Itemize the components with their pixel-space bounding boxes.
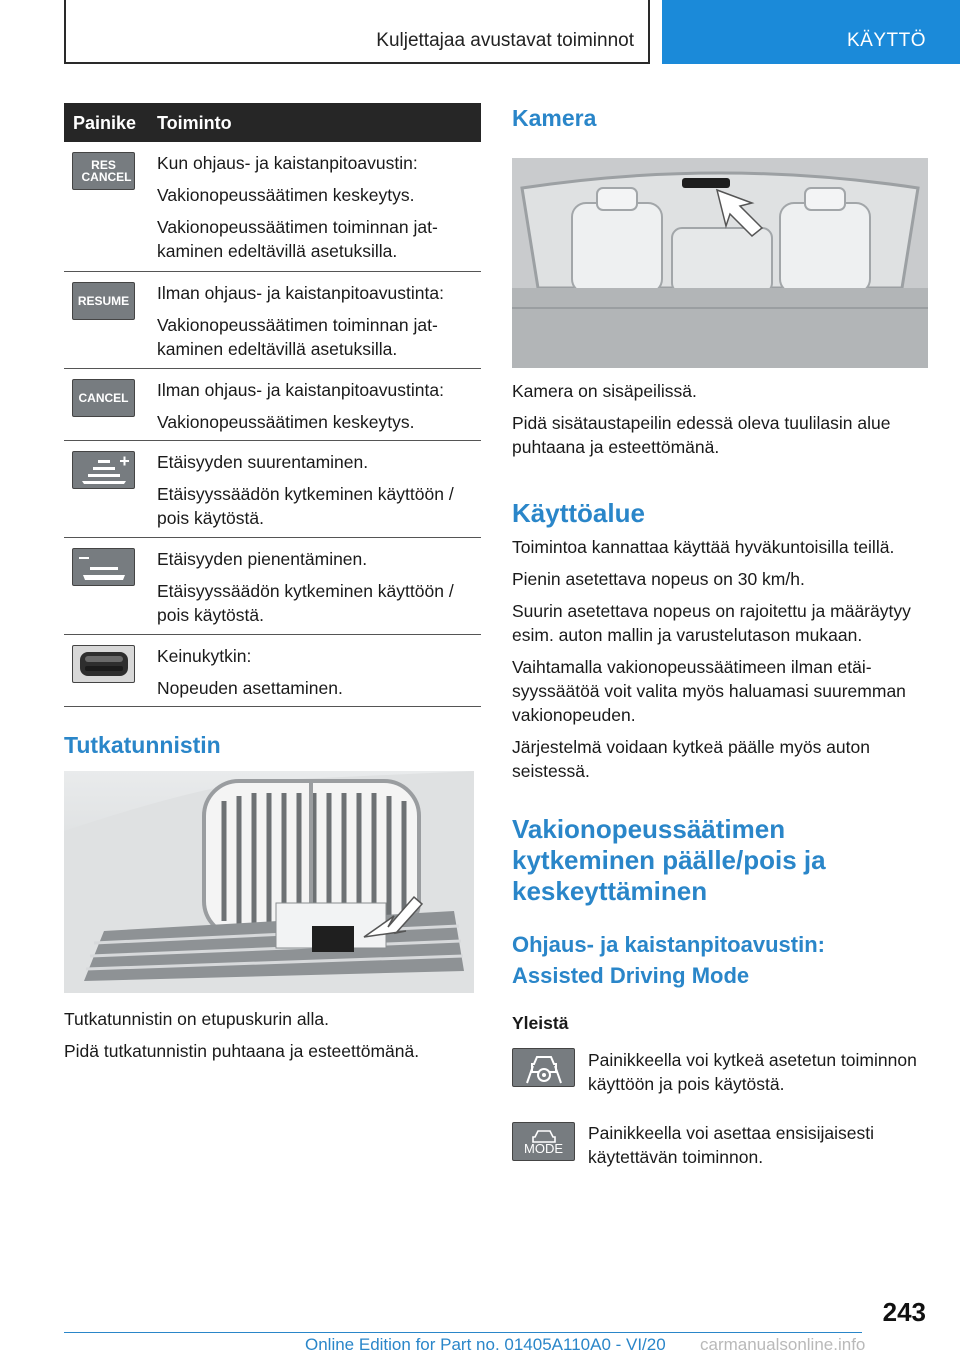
radar-paragraph-1: Tutkatunnistin on etupuskurin alla. <box>64 1009 329 1029</box>
radar-sensor-image <box>64 771 474 993</box>
usage-paragraph-4: Vaihtamalla vakionopeussäätimeen ilman etäisyyssäätöä voit valita myös haluamasi suuremman vakionopeuden. <box>512 657 906 725</box>
distance-decrease-icon <box>72 548 135 586</box>
mode-item-text: Painikkeella voi asettaa ensisijaisesti käytettävän toiminnon. <box>588 1123 874 1167</box>
camera-text <box>512 379 932 467</box>
chapter-title: Kuljettajaa avustavat toiminnot <box>376 30 634 51</box>
assisted-driving-item-text: Painikkeella voi kytkeä asetetun toiminnon käyttöön ja pois käytöstä. <box>588 1050 917 1094</box>
radar-text <box>64 1007 481 1071</box>
table-header <box>64 103 481 142</box>
footer-divider <box>64 1332 862 1333</box>
camera-interior-image <box>512 158 928 368</box>
button-function-table <box>64 103 481 707</box>
general-subheading: Yleistä <box>512 1013 569 1033</box>
switching-heading: Vakionopeussäätimen kytkeminen päälle/pois ja keskeyttäminen <box>512 814 826 906</box>
camera-heading: Kamera <box>512 105 597 131</box>
table-cell-text: Etäisyyssäädön kytkeminen käyttöön / pois käytöstä. <box>157 581 454 625</box>
distance-increase-icon <box>72 451 135 489</box>
mode-icon-label: MODE <box>524 1140 563 1156</box>
usage-heading: Käyttöalue <box>512 498 645 528</box>
res-cancel-icon-label: RES CANCEL <box>81 158 132 184</box>
table-row <box>64 441 481 538</box>
usage-paragraph-3: Suurin asetettava nopeus on rajoitettu ja määräytyy esim. auton mallin ja varustelutason mukaan. <box>512 601 911 645</box>
table-row <box>64 369 481 441</box>
table-cell-text: Etäisyyden pienentäminen. <box>157 549 368 569</box>
table-cell-text: Vakionopeussäätimen toiminnan jatkaminen edeltävillä asetuksilla. <box>157 217 438 261</box>
cancel-icon-label: CANCEL <box>78 391 129 405</box>
header-title-box <box>64 0 650 64</box>
table-row <box>64 538 481 635</box>
usage-paragraph-1: Toimintoa kannattaa käyttää hyväkuntoisilla teillä. <box>512 537 895 557</box>
section-tab[interactable] <box>662 0 960 64</box>
table-cell-text: Vakionopeussäätimen keskeytys. <box>157 412 415 432</box>
camera-paragraph-2: Pidä sisätaustapeilin edessä oleva tuulilasin alue puhtaana ja esteettömänä. <box>512 413 891 457</box>
resume-icon-label: RESUME <box>77 294 130 308</box>
usage-text <box>512 535 932 791</box>
table-header-button: Painike <box>73 113 137 133</box>
radar-heading: Tutkatunnistin <box>64 732 221 758</box>
table-row <box>64 635 481 707</box>
res-cancel-button-icon <box>72 152 135 190</box>
resume-button-icon <box>72 282 135 320</box>
table-cell-text: Nopeuden asettaminen. <box>157 678 343 698</box>
watermark-text: carmanualsonline.info <box>700 1335 866 1354</box>
table-row <box>64 272 481 369</box>
table-cell-text: Vakionopeussäätimen toiminnan jatkaminen edeltävillä asetuksilla. <box>157 315 438 359</box>
assisted-driving-button-icon <box>512 1048 575 1087</box>
camera-paragraph-1: Kamera on sisäpeilissä. <box>512 381 697 401</box>
section-label: KÄYTTÖ <box>846 30 926 51</box>
table-cell-text: Kun ohjaus- ja kaistanpitoavustin: <box>157 153 418 173</box>
rocker-switch-icon <box>72 645 135 683</box>
table-cell-text: Ilman ohjaus- ja kaistanpitoavustinta: <box>157 380 444 400</box>
table-cell-text: Etäisyyssäädön kytkeminen käyttöön / pois käytöstä. <box>157 484 454 528</box>
table-header-function: Toiminto <box>157 113 232 133</box>
footer-edition: Online Edition for Part no. 01405A110A0 - VI/20 <box>305 1335 666 1354</box>
table-cell-text: Keinukytkin: <box>157 646 252 666</box>
table-row <box>64 142 481 272</box>
radar-paragraph-2: Pidä tutkatunnistin puhtaana ja esteettömänä. <box>64 1041 420 1061</box>
page-number: 243 <box>882 1297 926 1327</box>
switching-subheading: Ohjaus- ja kaistanpitoavustin: Assisted Driving Mode <box>512 932 825 988</box>
table-cell-text: Etäisyyden suurentaminen. <box>157 452 369 472</box>
table-cell-text: Ilman ohjaus- ja kaistanpitoavustinta: <box>157 283 444 303</box>
cancel-button-icon <box>72 379 135 417</box>
mode-button-icon <box>512 1122 575 1161</box>
usage-paragraph-2: Pienin asetettava nopeus on 30 km/h. <box>512 569 805 589</box>
usage-paragraph-5: Järjestelmä voidaan kytkeä päälle myös auton seistessä. <box>512 737 870 781</box>
table-cell-text: Vakionopeussäätimen keskeytys. <box>157 185 415 205</box>
